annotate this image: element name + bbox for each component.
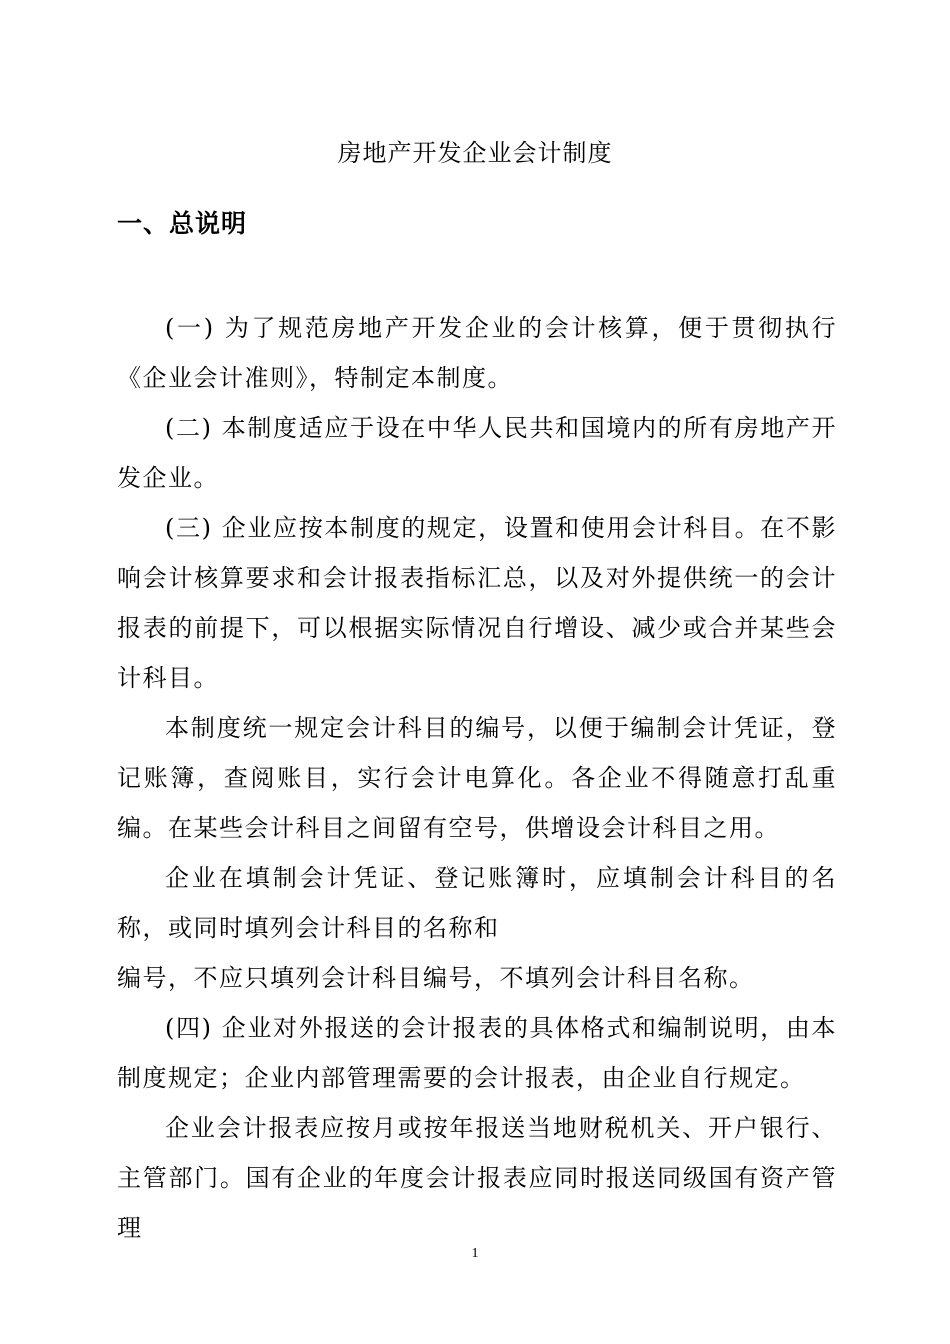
paragraph-2: (二) 本制度适应于设在中华人民共和国境内的所有房地产开发企业。 [117,414,837,492]
page-number: 1 [471,1246,479,1261]
paragraph-3: (三) 企业应按本制度的规定，设置和使用会计科目。在不影响会计核算要求和会计报表指标汇总，以及对外提供统一的会计报表的前提下，可以根据实际情况自行增设、减少或合并某些会计科目。 [117,514,837,692]
document-title: 房地产开发企业会计制度 [337,139,613,167]
body-text [117,303,837,1253]
paragraph-1: (一) 为了规范房地产开发企业的会计核算，便于贯彻执行《企业会计准则》，特制定本制度。 [117,314,837,392]
paragraph-7: (四) 企业对外报送的会计报表的具体格式和编制说明，由本制度规定；企业内部管理需要的会计报表，由企业自行规定。 [117,1014,837,1092]
paragraph-4: 本制度统一规定会计科目的编号，以便于编制会计凭证，登记账簿，查阅账目，实行会计电算化。各企业不得随意打乱重编。在某些会计科目之间留有空号，供增设会计科目之用。 [117,714,837,842]
paragraph-8: 企业会计报表应按月或按年报送当地财税机关、开户银行、主管部门。国有企业的年度会计报表应同时报送同级国有资产管理 [117,1114,837,1242]
paragraph-6: 编号，不应只填列会计科目编号，不填列会计科目名称。 [117,964,755,992]
paragraph-5: 企业在填制会计凭证、登记账簿时，应填制会计科目的名称，或同时填列会计科目的名称和 [117,864,837,942]
section-heading: 一、总说明 [117,209,248,238]
